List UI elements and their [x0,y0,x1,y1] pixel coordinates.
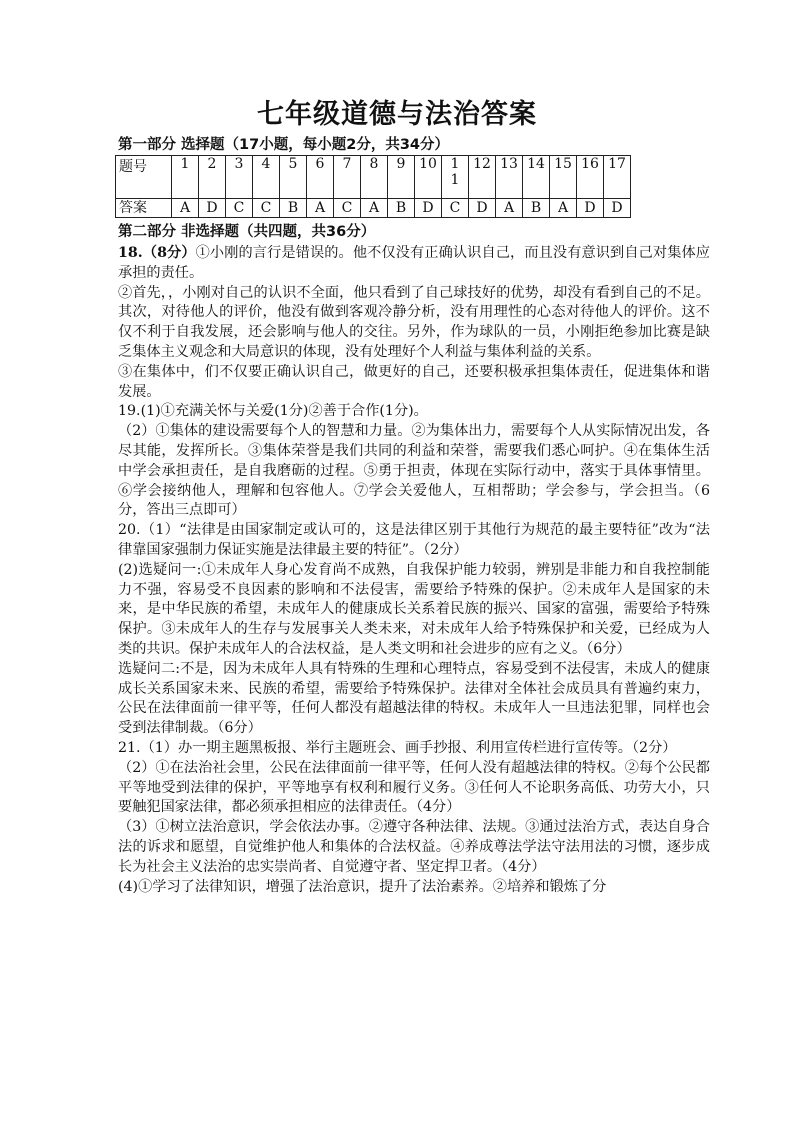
answer-cell-8: A [361,199,388,218]
answer-paragraph [118,363,710,403]
answer-cell-11: C [442,199,469,218]
question-number-cell-4: 4 [253,156,280,199]
answer-paragraph [118,561,710,660]
answer-cell-7: C [334,199,361,218]
question-number-cell-7: 7 [334,156,361,199]
table-header-question-number: 题号 [116,156,172,199]
paragraph-text: （2）①集体的建设需要每个人的智慧和力量。②为集体出力，需要每个人从实际情况出发，各尽其能，发挥所长。③集体荣誉是我们共同的利益和荣誉，需要我们悉心呵护。④在集体生活中学会承担责任，是自我磨砺的过程。⑤勇于担责，体现在实际行动中，落实于具体事情里。⑥学会接纳他人，理解和包容他人。⑦学会关爱他人，互相帮助；学会参与，学会担当。（6分，答出三点即可） [118,423,710,519]
answer-paragraph [118,521,710,561]
table-header-answer: 答案 [116,199,172,218]
answer-cell-14: B [523,199,550,218]
answer-cell-15: A [550,199,577,218]
question-number-cell-3: 3 [226,156,253,199]
paragraph-text: （3）①树立法治意识，学会依法办事。②遵守各种法律、法规。③通过法治方式，表达自身合法的诉求和愿望，自觉维护他人和集体的合法权益。④养成尊法学法守法用法的习惯，逐步成长为社会主义法治的忠实崇尚者、自觉遵守者、坚定捍卫者。（4分） [118,819,710,875]
paragraph-text: (4)①学习了法律知识，增强了法治意识，提升了法治素养。②培养和锻炼了分 [118,878,607,895]
paragraph-text: 选疑问二:不是，因为未成年人具有特殊的生理和心理特点，容易受到不法侵害，未成人的健康成长关系国家未来、民族的希望，需要给予特殊保护。法律对全体社会成员具有普遍约束力，公民在法律面前一律平等，任何人都没有超越法律的特权。未成年人一旦违法犯罪，同样也会受到法律制裁。（6分） [118,660,710,737]
question-number-cell-15: 15 [550,156,577,199]
answer-table-number-row [116,156,631,199]
question-number-cell-16: 16 [577,156,604,199]
paragraph-text: ①小刚的言行是错误的。他不仅没有正确认识自己，而且没有意识到自己对集体应承担的责任。 [118,245,710,281]
answer-cell-2: D [199,199,226,218]
question-number-cell-17: 17 [604,156,631,199]
paragraph-text: （2）①在法治社会里，公民在法律面前一律平等，任何人没有超越法律的特权。②每个公民都平等地受到法律的保护，平等地享有权利和履行义务。③任何人不论职务高低、功劳大小，只要触犯国家法律，都必须承担相应的法律责任。（4分） [118,759,710,816]
question-number-cell-12: 12 [469,156,496,199]
answer-paragraph [118,284,710,363]
answer-table [115,155,631,218]
answer-cell-9: B [388,199,415,218]
answer-body [118,244,710,897]
question-number-cell-5: 5 [280,156,307,199]
question-lead: 18.（8分） [118,245,196,261]
answer-paragraph [118,422,710,521]
paragraph-text: (2)选疑问一:①未成年人身心发育尚不成熟，自我保护能力较弱，辨别是非能力和自我控制能力不强，容易受不良因素的影响和不法侵害，需要给予特殊的保护。②未成年人是国家的未来，是中华民族的希望，未成年人的健康成长关系着民族的振兴、国家的富强，需要给予特殊保护。③未成年人的生存与发展事关人类未来，对未成年人给予特殊保护和关爱，已经成为人类的共识。保护未成年人的合法权益，是人类文明和社会进步的应有之义。（6分） [118,561,710,657]
answer-table-answer-row [116,199,631,218]
paragraph-text: ③在集体中，们不仅要正确认识自己，做更好的自己，还要积极承担集体责任，促进集体和谐发展。 [118,363,710,400]
answer-cell-13: A [496,199,523,218]
question-number-cell-14: 14 [523,156,550,199]
question-number-cell-13: 13 [496,156,523,199]
page-title: 七年级道德与法治答案 [257,99,537,130]
answer-paragraph [118,739,710,759]
answer-cell-3: C [226,199,253,218]
question-number-cell-1: 1 [172,156,199,199]
question-number-cell-11: 1 1 [442,156,469,199]
answer-cell-17: D [604,199,631,218]
answer-cell-12: D [469,199,496,218]
answer-cell-6: A [307,199,334,218]
question-number-cell-2: 2 [199,156,226,199]
answer-cell-1: A [172,199,199,218]
section-heading-part2: 第二部分 非选择题（共四题，共36分） [118,224,376,240]
question-number-cell-10: 10 [415,156,442,199]
answer-paragraph [118,818,710,877]
paragraph-text: 19.(1)①充满关怀与关爱(1分)②善于合作(1分)。 [118,403,428,420]
answer-cell-16: D [577,199,604,218]
paragraph-text: ②首先，，小刚对自己的认识不全面，他只看到了自己球技好的优势，却没有看到自己的不足。其次，对待他人的评价，他没有做到客观冷静分析，没有用理性的心态对待他人的评价。这不仅不利于自我发展，还会影响与他人的交往。另外，作为球队的一员，小刚拒绝参加比赛是缺乏集体主义观念和大局意识的体现，没有处理好个人利益与集体利益的关系。 [118,284,710,360]
answer-cell-5: B [280,199,307,218]
section-heading-part1: 第一部分 选择题（17小题，每小题2分，共34分） [118,137,449,153]
answer-paragraph [118,660,710,739]
question-number-cell-8: 8 [361,156,388,199]
answer-cell-4: C [253,199,280,218]
answer-paragraph [118,402,710,422]
paragraph-text: 21.（1）办一期主题黑板报、举行主题班会、画手抄报、利用宣传栏进行宣传等。（2分） [118,739,677,756]
paragraph-text: 20.（1）“法律是由国家制定或认可的，这是法律区别于其他行为规范的最主要特征”改为“法律靠国家强制力保证实施是法律最主要的特征”。（2分） [118,522,710,558]
question-number-cell-9: 9 [388,156,415,199]
answer-paragraph [118,759,710,818]
answer-paragraph [118,244,710,284]
answer-cell-10: D [415,199,442,218]
answer-paragraph [118,878,710,898]
question-number-cell-6: 6 [307,156,334,199]
